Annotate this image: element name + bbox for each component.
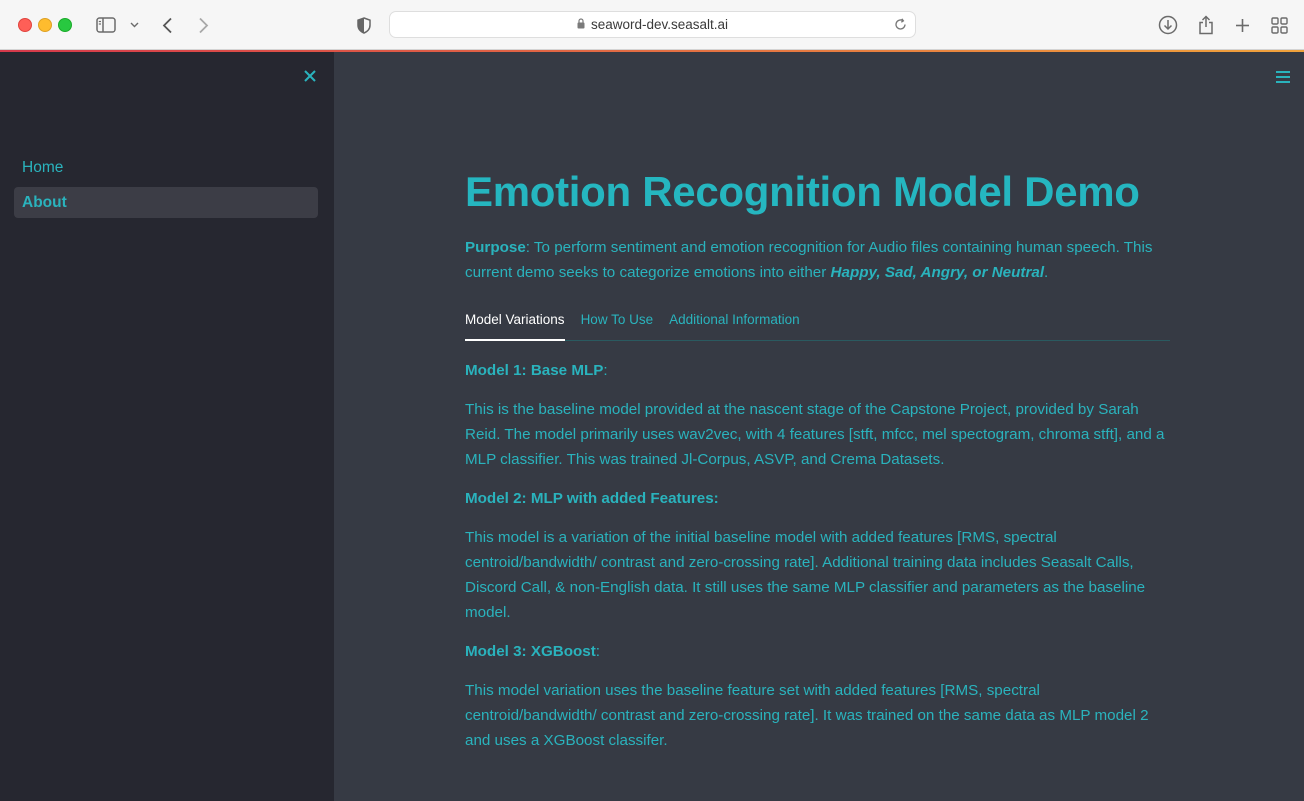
forward-arrow-icon[interactable] (194, 13, 212, 37)
window-close-button[interactable] (18, 18, 32, 32)
model-1-heading-suffix: : (603, 362, 608, 379)
model-2-description: This model is a variation of the initial baseline model with added features [RMS, spectral centroid/bandwidth/ contrast and zero-crossing rate]. Additional training data includes Seasalt Calls, Discord Call, & non-English data. It still uses the same MLP classifier and parameters as the baseline model. (465, 529, 1146, 621)
model-3-description: This model variation uses the baseline feature set with added features [RMS, spectral centroid/bandwidth/ contrast and zero-crossing rate]. It was trained on the same data as MLP model 2 and uses a XGBoost classifer. (465, 682, 1149, 749)
model-3-heading (465, 642, 1170, 662)
model-2-heading-text: Model 2: MLP with added Features: (465, 490, 719, 507)
tab-overview-icon[interactable] (1269, 13, 1289, 37)
purpose-emotions: Happy, Sad, Angry, or Neutral (830, 264, 1045, 281)
url-text: seaword-dev.seasalt.ai (590, 17, 729, 32)
model-1-description: This is the baseline model provided at the nascent stage of the Capstone Project, provided by Sarah Reid. The model primarily uses wav2vec, with 4 features [stft, mfcc, mel spectogram, chroma stft], and a MLP classifier. This was trained Jl-Corpus, ASVP, and Crema Datasets. (465, 401, 1165, 468)
page-title: Emotion Recognition Model Demo (465, 168, 1140, 215)
share-icon[interactable] (1196, 13, 1216, 37)
model-3-heading-suffix: : (595, 643, 601, 660)
purpose-label: Purpose (465, 239, 526, 256)
chevron-down-icon[interactable] (128, 13, 140, 37)
new-tab-icon[interactable] (1233, 13, 1251, 37)
window-minimize-button[interactable] (38, 18, 52, 32)
tab-additional-information[interactable]: Additional Information (669, 312, 800, 327)
model-3-heading-text: Model 3: XGBoost (465, 643, 596, 660)
sidebar (0, 52, 334, 801)
tab-how-to-use[interactable]: How To Use (580, 312, 654, 327)
sidebar-item-about[interactable]: About (14, 187, 318, 218)
lock-icon (577, 17, 585, 32)
sidebar-item-home[interactable]: Home (22, 159, 64, 176)
model-1-heading (465, 361, 1170, 381)
model-2-heading (465, 489, 1170, 509)
main-content (465, 160, 1170, 753)
browser-toolbar (0, 0, 1304, 50)
download-icon[interactable] (1157, 13, 1179, 37)
window-zoom-button[interactable] (58, 18, 72, 32)
address-bar[interactable] (389, 11, 916, 38)
purpose-text: : To perform sentiment and emotion recognition for Audio files containing human speech. This current demo seeks to categorize emotions into either (465, 239, 1153, 281)
tab-model-variations[interactable]: Model Variations (465, 308, 565, 340)
model-1-heading-text: Model 1: Base MLP (465, 362, 604, 379)
privacy-shield-icon[interactable] (355, 13, 373, 37)
hamburger-menu-icon[interactable] (1275, 70, 1291, 84)
back-arrow-icon[interactable] (158, 13, 176, 37)
tab-bar (465, 308, 1170, 341)
purpose-paragraph (465, 235, 1170, 285)
reload-icon[interactable] (894, 18, 907, 34)
sidebar-toggle-icon[interactable] (95, 13, 117, 37)
purpose-end: . (1044, 264, 1049, 281)
close-icon[interactable] (301, 67, 319, 85)
